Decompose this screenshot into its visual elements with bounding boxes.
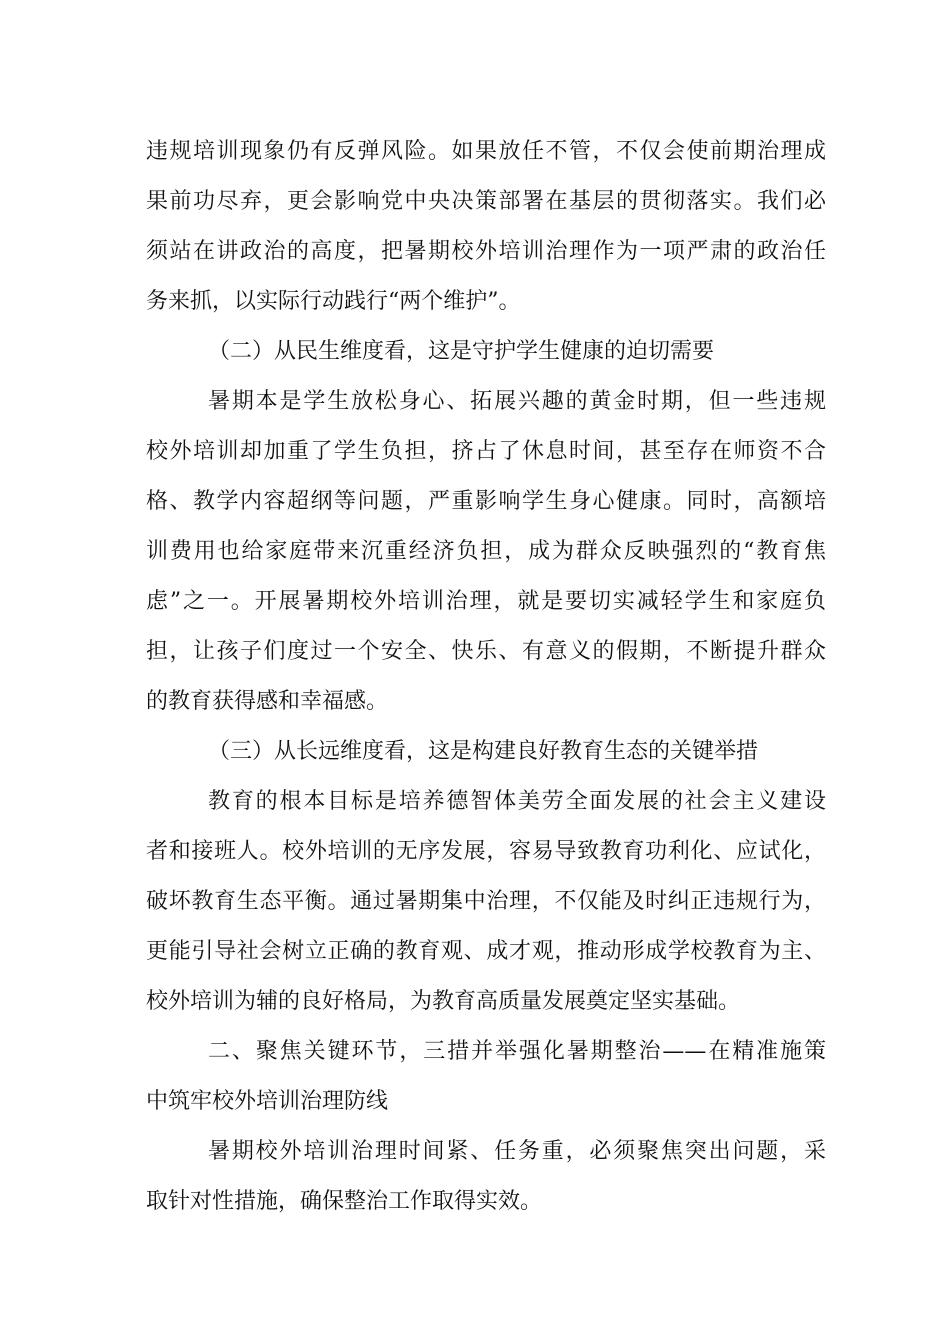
body-line: 破坏教育生态平衡。通过暑期集中治理，不仅能及时纠正违规行为，	[146, 889, 826, 914]
body-line: 训费用也给家庭带来沉重经济负担，成为群众反映强烈的“教育焦	[146, 539, 826, 564]
body-line: 者和接班人。校外培训的无序发展，容易导致教育功利化、应试化，	[146, 839, 826, 864]
body-line: 务来抓，以实际行动践行“两个维护”。	[146, 289, 521, 314]
body-line: 更能引导社会树立正确的教育观、成才观，推动形成学校教育为主、	[146, 939, 826, 964]
body-line: 须站在讲政治的高度，把暑期校外培训治理作为一项严肃的政治任	[146, 239, 826, 264]
chapter-heading: 中筑牢校外培训治理防线	[146, 1089, 389, 1114]
body-line: 违规培训现象仍有反弹风险。如果放任不管，不仅会使前期治理成	[146, 139, 826, 164]
body-line: 校外培训却加重了学生负担，挤占了休息时间，甚至存在师资不合	[146, 439, 826, 464]
body-line: 虑”之一。开展暑期校外培训治理，就是要切实减轻学生和家庭负	[146, 589, 826, 614]
body-line: 暑期本是学生放松身心、拓展兴趣的黄金时期，但一些违规	[208, 389, 826, 414]
body-line: 果前功尽弃，更会影响党中央决策部署在基层的贯彻落实。我们必	[146, 189, 826, 214]
body-line: 的教育获得感和幸福感。	[146, 689, 389, 714]
section-heading: （三）从长远维度看，这是构建良好教育生态的关键举措	[208, 739, 759, 764]
body-line: 暑期校外培训治理时间紧、任务重，必须聚焦突出问题，采	[208, 1139, 826, 1164]
body-line: 校外培训为辅的良好格局，为教育高质量发展奠定坚实基础。	[146, 989, 741, 1014]
body-line: 担，让孩子们度过一个安全、快乐、有意义的假期，不断提升群众	[146, 639, 826, 664]
body-line: 格、教学内容超纲等问题，严重影响学生身心健康。同时，高额培	[146, 489, 826, 514]
section-heading: （二）从民生维度看，这是守护学生健康的迫切需要	[208, 339, 715, 364]
body-line: 取针对性措施，确保整治工作取得实效。	[146, 1189, 543, 1214]
chapter-heading: 二、聚焦关键环节，三措并举强化暑期整治——在精准施策	[208, 1039, 826, 1064]
body-line: 教育的根本目标是培养德智体美劳全面发展的社会主义建设	[208, 789, 826, 814]
